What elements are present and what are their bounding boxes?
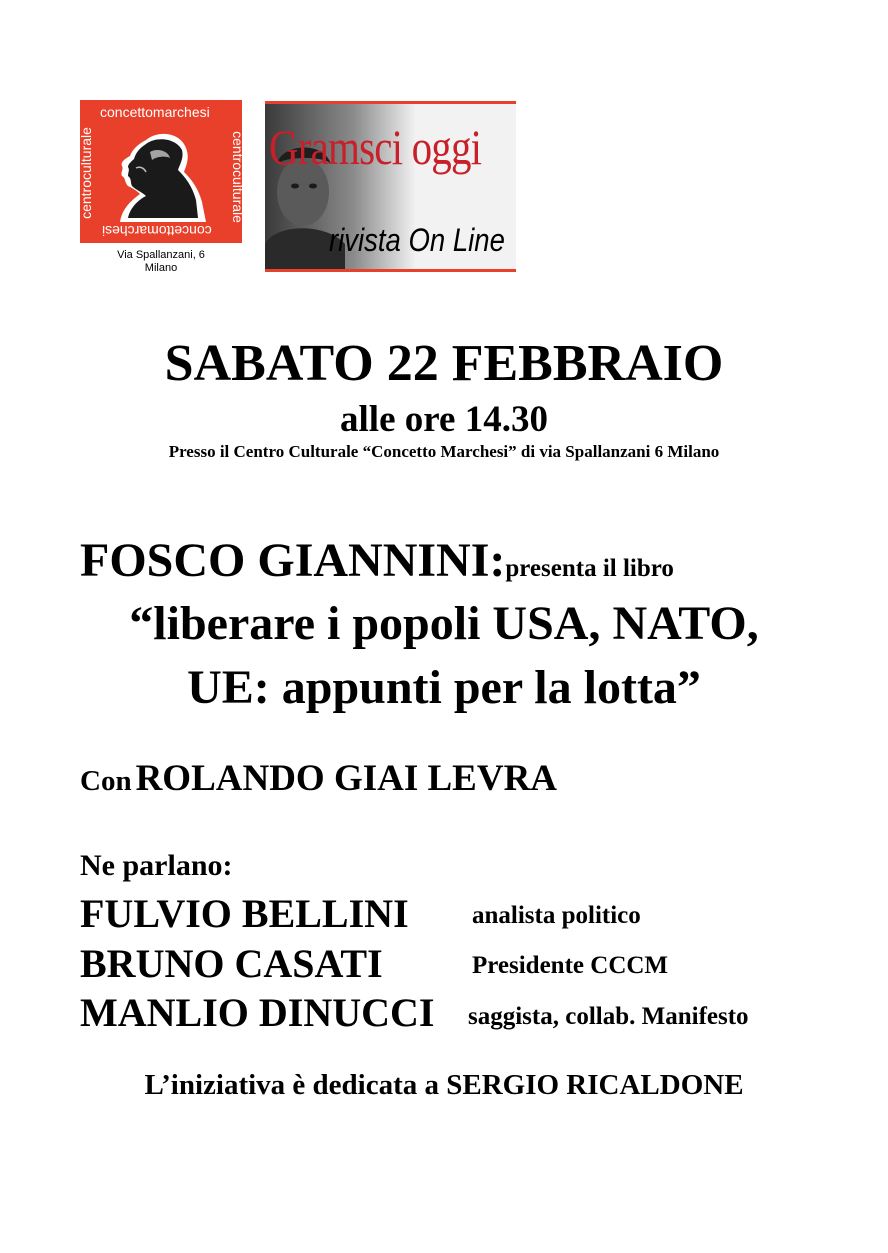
author-name: FOSCO GIANNINI:: [80, 534, 506, 587]
dedication: L’iniziativa è dedicata a SERGIO RICALDONE: [144, 1069, 744, 1101]
speaker-row: [80, 940, 669, 987]
event-date: SABATO 22 FEBBRAIO: [164, 335, 724, 392]
speaker-row: [80, 890, 641, 937]
book-title-line: “liberare i popoli USA, NATO,: [129, 597, 759, 650]
book-title-line: UE: appunti per la lotta”: [187, 661, 701, 714]
event-venue: Presso il Centro Culturale “Concetto Marchesi” di via Spallanzani 6 Milano: [168, 442, 720, 461]
speaker-role: saggista, collab. Manifesto: [468, 1003, 749, 1030]
with-label: Con: [80, 765, 132, 797]
logo-ring-text-right: centroculturale: [229, 131, 246, 223]
logo-address-caption: [80, 249, 242, 275]
magazine-subtitle: rivista On Line: [329, 222, 505, 258]
speaker-name: BRUNO CASATI: [80, 941, 383, 986]
with-name: ROLANDO GIAI LEVRA: [135, 758, 558, 799]
portrait-profile-icon: [106, 122, 214, 222]
speaker-row: [80, 989, 749, 1036]
logo-caption-line: Via Spallanzani, 6: [117, 249, 205, 261]
logo-caption-line: Milano: [144, 262, 178, 274]
speaker-role: Presidente CCCM: [472, 952, 669, 979]
magazine-title: Gramsci oggi: [269, 119, 482, 175]
author-line: [80, 533, 674, 588]
speaker-name: MANLIO DINUCCI: [80, 990, 435, 1035]
with-line: [80, 757, 557, 800]
logo-ring-text-left: centroculturale: [77, 127, 94, 219]
author-action: presenta il libro: [505, 555, 674, 582]
logo-ring-text-top: concettomarchesi: [100, 104, 210, 120]
concetto-marchesi-logo: [77, 100, 246, 243]
speaker-name: FULVIO BELLINI: [80, 891, 409, 936]
logo-ring-text-bottom: concettomarchesi: [102, 223, 212, 239]
event-time: alle ore 14.30: [340, 399, 548, 440]
speakers-heading: Ne parlano:: [80, 849, 233, 882]
gramsci-oggi-logo: [265, 101, 516, 272]
speaker-role: analista politico: [472, 902, 641, 929]
